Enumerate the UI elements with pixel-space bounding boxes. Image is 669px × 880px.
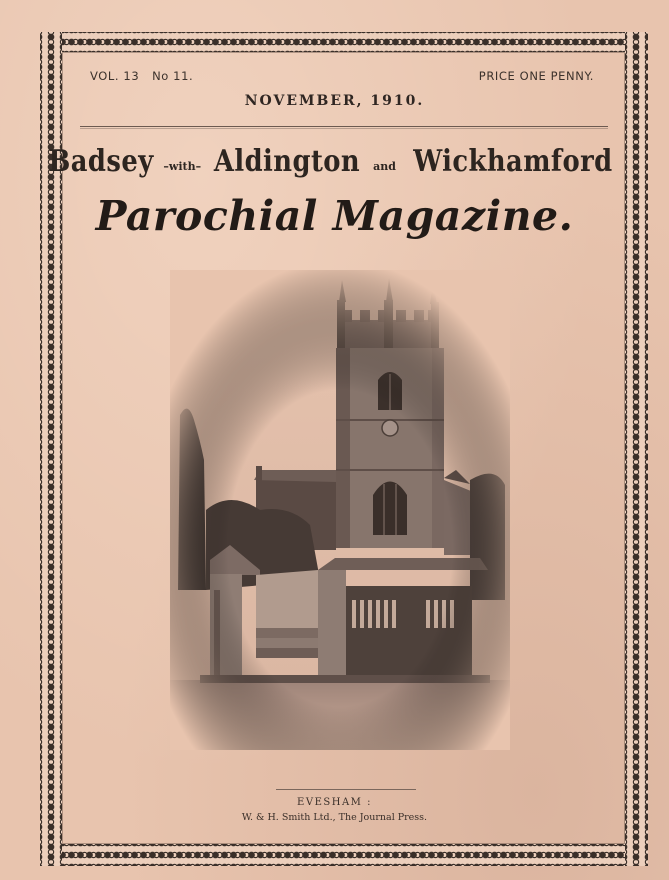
parish-connector-and: and bbox=[373, 160, 396, 173]
parish-names bbox=[0, 144, 669, 179]
volume-label: VOL. 13 bbox=[90, 69, 140, 83]
issue-number: No 11. bbox=[152, 69, 194, 83]
imprint-place: EVESHAM : bbox=[297, 797, 372, 808]
parish-badsey: Badsey bbox=[48, 144, 154, 179]
volume-number bbox=[90, 69, 193, 83]
issue-date: NOVEMBER, 1910. bbox=[244, 93, 425, 109]
ornamental-border-bottom bbox=[40, 844, 648, 866]
magazine-title: Parochial Magazine. bbox=[95, 192, 574, 240]
parish-connector-with: –with– bbox=[163, 160, 202, 173]
ornamental-border-top bbox=[40, 32, 648, 52]
parish-aldington: Aldington bbox=[214, 144, 361, 179]
header-rule bbox=[80, 126, 608, 129]
church-photograph bbox=[170, 270, 510, 750]
imprint-printer: W. & H. Smith Ltd., The Journal Press. bbox=[241, 812, 428, 823]
parish-wickhamford: Wickhamford bbox=[413, 144, 613, 179]
imprint-rule bbox=[276, 789, 416, 790]
price-label: PRICE ONE PENNY. bbox=[478, 69, 594, 83]
